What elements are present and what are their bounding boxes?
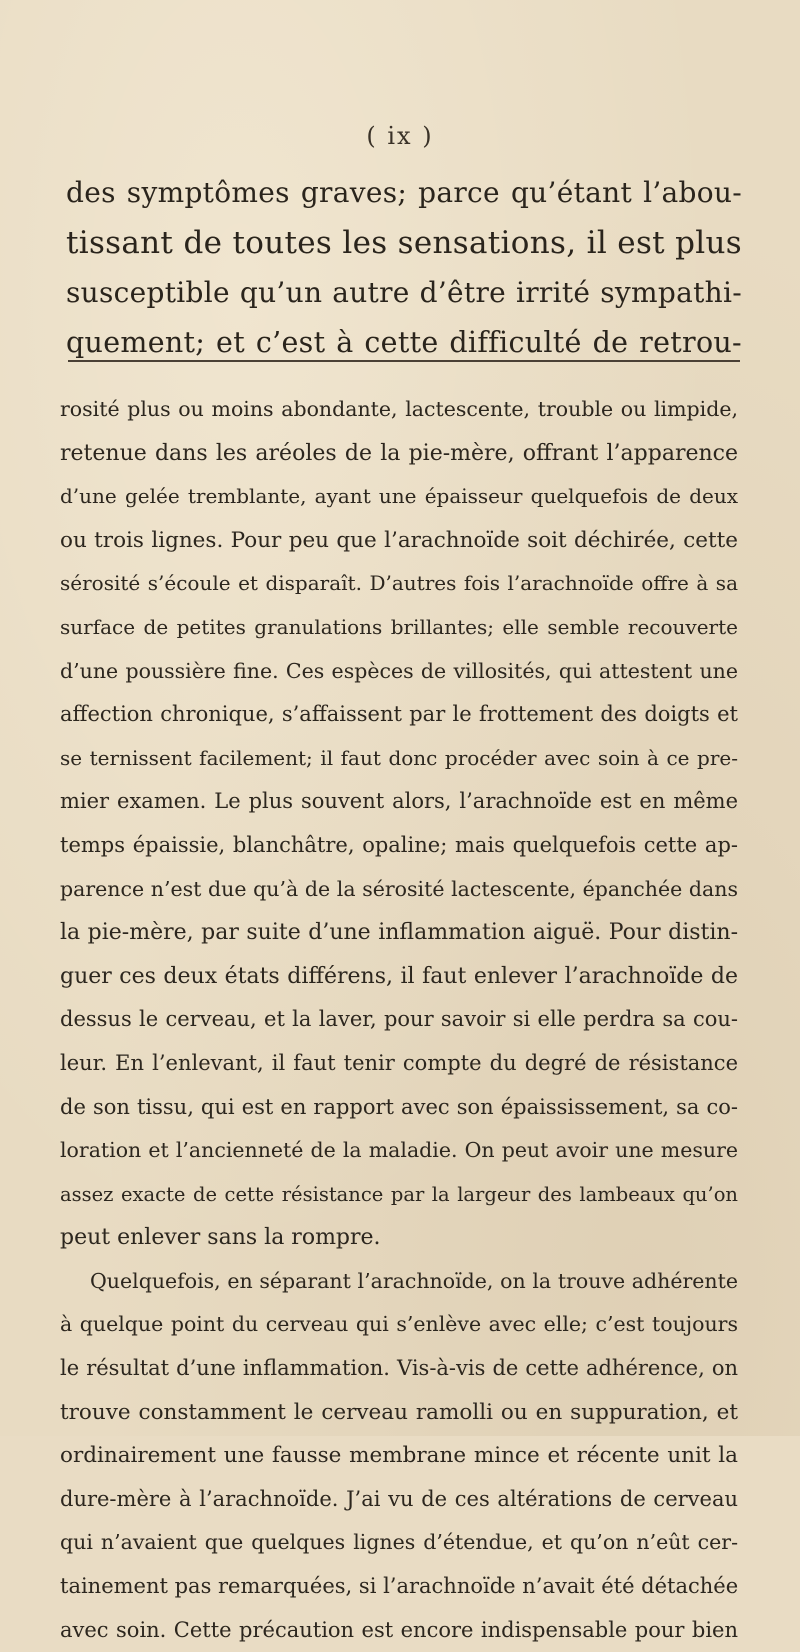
text-line: rosité plus ou moins abondante, lactescente, trouble ou limpide,	[60, 397, 738, 421]
text-line: parence n’est due qu’à de la sérosité lactescente, épanchée dans	[60, 876, 738, 901]
text-line: surface de petites granulations brillantes; elle semble recouverte	[60, 614, 738, 639]
text-line: ou trois lignes. Pour peu que l’arachnoïde soit déchirée, cette	[60, 527, 738, 553]
text-line: sérosité s’écoule et disparaît. D’autres fois l’arachnoïde offre à sa	[60, 571, 738, 596]
text-line: mier examen. Le plus souvent alors, l’arachnoïde est en même	[60, 789, 738, 814]
page-number: ( ix )	[366, 122, 434, 150]
text-line: le résultat d’une inflammation. Vis-à-vis de cette adhérence, on	[60, 1356, 738, 1381]
text-line: susceptible qu’un autre d’être irrité sympathi-	[66, 276, 742, 309]
text-line: de son tissu, qui est en rapport avec son épaississement, sa co-	[60, 1094, 738, 1119]
text-line: retenue dans les aréoles de la pie-mère, offrant l’apparence	[60, 440, 738, 466]
text-line: la pie-mère, par suite d’une inflammation aiguë. Pour distin-	[60, 920, 738, 946]
text-line: loration et l’ancienneté de la maladie. On peut avoir une mesure	[60, 1138, 738, 1163]
text-line: à quelque point du cerveau qui s’enlève avec elle; c’est toujours	[60, 1312, 738, 1337]
text-line: des symptômes graves; parce qu’étant l’abou-	[66, 176, 742, 209]
text-line: tainement pas remarquées, si l’arachnoïde n’avait été détachée	[60, 1574, 739, 1599]
text-line: quement; et c’est à cette difficulté de retrou-	[66, 326, 742, 359]
main-text-block	[60, 388, 738, 1652]
text-line: dessus le cerveau, et la laver, pour savoir si elle perdra sa cou-	[60, 1007, 738, 1032]
text-line: temps épaissie, blanchâtre, opaline; mais quelquefois cette ap-	[60, 832, 738, 857]
section-divider	[68, 360, 740, 362]
continuation-text-block	[66, 168, 742, 368]
text-line: trouve constamment le cerveau ramolli ou en suppuration, et	[60, 1399, 738, 1425]
text-line: leur. En l’enlevant, il faut tenir compte du degré de résistance	[60, 1050, 738, 1075]
text-line: dure-mère à l’arachnoïde. J’ai vu de ces altérations de cerveau	[60, 1486, 738, 1511]
paragraph-start-line: Quelquefois, en séparant l’arachnoïde, on la trouve adhérente	[90, 1268, 738, 1293]
text-line: ordinairement une fausse membrane mince et récente unit la	[60, 1443, 738, 1469]
text-line: d’une gelée tremblante, ayant une épaisseur quelquefois de deux	[60, 484, 738, 509]
text-line: tissant de toutes les sensations, il est plus	[66, 225, 742, 261]
text-line: avec soin. Cette précaution est encore indispensable pour bien	[60, 1617, 738, 1642]
paragraph-end-line: peut enlever sans la rompre.	[60, 1225, 381, 1251]
text-line: assez exacte de cette résistance par la largeur des lambeaux qu’on	[60, 1182, 738, 1206]
text-line: qui n’avaient que quelques lignes d’étendue, et qu’on n’eût cer-	[60, 1530, 738, 1555]
text-line: d’une poussière fine. Ces espèces de villosités, qui attestent une	[60, 658, 738, 683]
text-line: guer ces deux états différens, il faut enlever l’arachnoïde de	[60, 963, 738, 989]
text-line: affection chronique, s’affaissent par le frottement des doigts et	[60, 702, 738, 727]
text-line: se ternissent facilement; il faut donc procéder avec soin à ce pre-	[60, 745, 738, 770]
